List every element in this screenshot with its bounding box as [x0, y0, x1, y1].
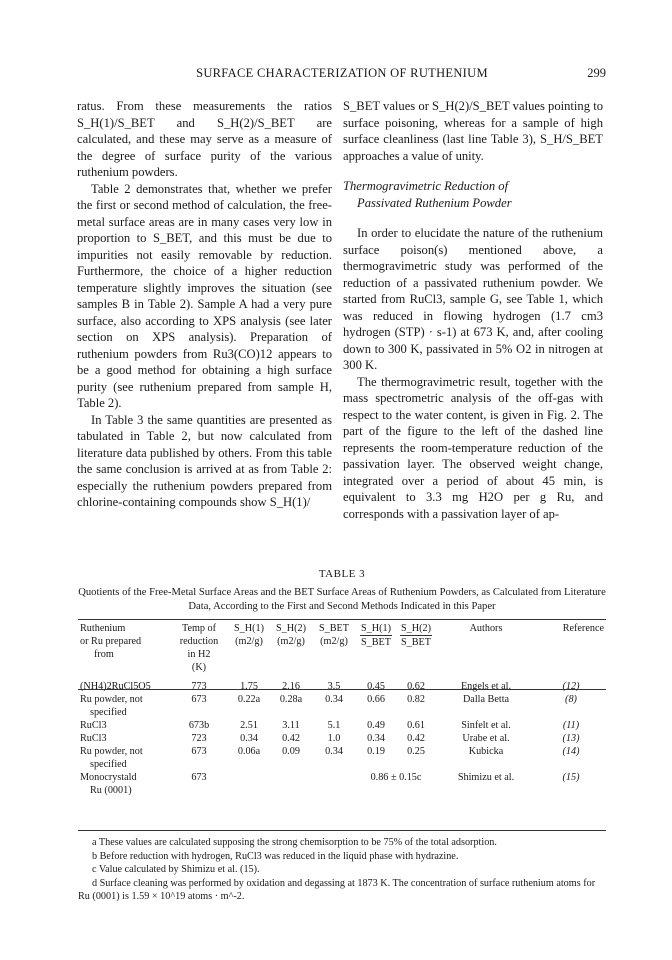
cell-reference: (15) [562, 772, 580, 783]
table-body [78, 680, 606, 797]
table-header-row [78, 620, 606, 680]
fraction-numerator: S_H(1) [361, 623, 391, 634]
cell-temp: 673 [191, 746, 207, 757]
header-text: reduction [179, 636, 219, 647]
col-header-reference: Reference [562, 623, 604, 634]
cell-ratio-2: 0.61 [407, 720, 425, 731]
cell-material [78, 680, 170, 693]
material-line-2: specified [90, 759, 127, 770]
left-column [77, 98, 332, 511]
material-line-1: (NH4)2RuCl5O5 [80, 681, 151, 692]
cell-sh1: 0.34 [240, 733, 258, 744]
cell-temp: 673b [188, 720, 210, 731]
cell-ratio-1: 0.86 ± 0.15c [370, 772, 422, 783]
table-row [78, 771, 606, 797]
cell-reference: (11) [562, 720, 580, 731]
table-row [78, 719, 606, 732]
cell-sh1 [228, 771, 270, 797]
cell-sh2: 0.28a [279, 694, 303, 705]
cell-sh2: 2.16 [282, 681, 300, 692]
col-header-sh1 [228, 620, 270, 680]
header-text: (m2/g) [277, 636, 305, 647]
header-text: in H2 [187, 649, 211, 660]
header-text: (K) [191, 662, 207, 673]
cell-reference: (13) [562, 733, 580, 744]
table-row [78, 732, 606, 745]
left-paragraph-1: ratus. From these measurements the ratios S_H(1)/S_BET and S_H(2)/S_BET are calculated, and these may serve as a measure of the degree of surface purity of the various ruthenium powders. [77, 99, 332, 179]
table-row [78, 680, 606, 693]
cell-temp: 773 [191, 681, 207, 692]
header-text: S_H(1) [234, 623, 264, 634]
right-column [343, 98, 603, 522]
material-line-1: Ru powder, not [80, 746, 143, 757]
col-header-ratio-2 [396, 620, 436, 680]
header-text: from [94, 649, 114, 660]
table-bottom-rule [78, 830, 606, 831]
cell-sh2: 0.09 [282, 746, 300, 757]
cell-sh1: 0.22a [237, 694, 261, 705]
col-header-temp [170, 620, 228, 680]
cell-temp: 723 [191, 733, 207, 744]
material-line-2: Ru (0001) [90, 785, 132, 796]
page-number: 299 [587, 66, 606, 80]
cell-ratio-2: 0.62 [407, 681, 425, 692]
cell-authors: Urabe et al. [462, 733, 510, 744]
material-line-1: RuCl3 [80, 720, 107, 731]
cell-reference: (14) [562, 746, 580, 757]
material-line-2: specified [90, 707, 127, 718]
cell-reference: (8) [565, 694, 577, 705]
table-row [78, 745, 606, 771]
cell-sbet: 3.5 [327, 681, 341, 692]
cell-sh2: 3.11 [282, 720, 300, 731]
cell-material [78, 771, 170, 797]
ratio-fraction [400, 622, 432, 649]
cell-sh1: 2.51 [240, 720, 258, 731]
cell-sbet: 1.0 [327, 733, 341, 744]
table-footnotes [78, 836, 606, 904]
cell-ratio-1: 0.66 [367, 694, 385, 705]
footnote-d: d Surface cleaning was performed by oxidation and degassing at 1873 K. The concentration of surface ruthenium atoms for Ru (0001) is 1.59 × 10^19 atoms · m^-2. [78, 877, 596, 902]
material-line-1: RuCl3 [80, 733, 107, 744]
cell-ratio-1: 0.45 [367, 681, 385, 692]
table-caption: Quotients of the Free-Metal Surface Areas and the BET Surface Areas of Ruthenium Powders, as Calculated from Literature Data, According to the First and Second Methods Indicated in this Paper [78, 587, 606, 612]
cell-sbet: 0.34 [325, 694, 343, 705]
col-header-sbet [312, 620, 356, 680]
subheading-line-1: Thermogravimetric Reduction of [343, 179, 509, 193]
material-line-1: Monocrystald [80, 772, 137, 783]
cell-ratio-1: 0.49 [367, 720, 385, 731]
cell-ratio-1: 0.19 [367, 746, 385, 757]
running-title: SURFACE CHARACTERIZATION OF RUTHENIUM [196, 66, 488, 80]
subheading-line-2: Passivated Ruthenium Powder [357, 195, 512, 210]
table-row [78, 693, 606, 719]
table-label: TABLE 3 [318, 568, 366, 580]
ratio-fraction [360, 622, 392, 649]
cell-material [78, 732, 170, 745]
section-subheading [343, 178, 603, 211]
cell-authors: Shimizu et al. [457, 772, 515, 783]
right-paragraph-3: The thermogravimetric result, together with the mass spectrometric analysis of the off-gas with respect to the water content, is given in Fig. 2. The part of the figure to the left of the dashed line represents the room-temperature reduction of the passivation layer. The observed weight change, integrated over a period of about 45 min, is equivalent to 3.3 mg H2O per g Ru, and corresponds with a passivation layer of ap- [343, 374, 603, 521]
header-text: S_BET [318, 623, 349, 634]
cell-authors: Sinfelt et al. [461, 720, 511, 731]
cell-ratio-2: 0.42 [407, 733, 425, 744]
header-text: (m2/g) [235, 636, 263, 647]
cell-material [78, 745, 170, 771]
cell-sh1: 0.06a [237, 746, 261, 757]
col-header-sh2 [270, 620, 312, 680]
cell-sbet: 0.34 [325, 746, 343, 757]
left-paragraph-3: In Table 3 the same quantities are presented as tabulated in Table 2, but now calculated from literature data published by others. From this table the same conclusion is arrived at as from Table 2: especially the ruthenium powders prepared from chlorine-containing compounds show S_H(1)/ [77, 412, 332, 509]
header-text: S_H(2) [276, 623, 306, 634]
footnote-a: a These values are calculated supposing the strong chemisorption to be 75% of the total adsorption. [92, 837, 497, 848]
material-line-1: Ru powder, not [80, 694, 143, 705]
col-header-ruthenium [78, 620, 170, 680]
header-text: or Ru prepared [80, 636, 142, 647]
col-header-ratio-1 [356, 620, 396, 680]
cell-temp: 673 [191, 772, 207, 783]
fraction-numerator: S_H(2) [401, 623, 431, 634]
cell-sbet [312, 771, 356, 797]
cell-sh2 [270, 771, 312, 797]
cell-authors: Dalla Betta [462, 694, 510, 705]
header-text: Ruthenium [80, 623, 126, 634]
cell-ratio-2: 0.82 [407, 694, 425, 705]
right-paragraph-2: In order to elucidate the nature of the ruthenium surface poison(s) mentioned above, a thermogravimetric study was performed of the reduction of a passivated ruthenium powder. We started from RuCl3, sample G, see Table 1, which was reduced in flowing hydrogen (1.7 cm3 hydrogen (STP) · s-1) at 673 K, and, after cooling down to 300 K, passivated in 5% O2 in nitrogen at 300 K. [343, 226, 603, 372]
cell-sh1: 1.75 [240, 681, 258, 692]
fraction-denominator: S_BET [360, 637, 391, 648]
footnote-b: b Before reduction with hydrogen, RuCl3 was reduced in the liquid phase with hydrazine. [92, 850, 459, 862]
col-header-authors: Authors [469, 623, 503, 634]
cell-authors: Kubicka [468, 746, 504, 757]
cell-reference: (12) [562, 681, 580, 692]
left-paragraph-2: Table 2 demonstrates that, whether we prefer the first or second method of calculation, the free-metal surface areas are in many cases very low in proportion to S_BET, and this must be due to impurities not easily removable by reduction. Furthermore, the choice of a higher reduction temperature slightly improves the situation (see samples B in Table 2). Sample A had a very pure surface, also according to XPS analysis (see later section on XPS analysis). Preparation of ruthenium powders from Ru3(CO)12 appears to be a good method for obtaining a high surface purity (see ruthenium prepared from sample H, Table 2). [77, 181, 332, 410]
cell-sbet: 5.1 [327, 720, 341, 731]
header-text: Temp of [181, 623, 217, 634]
cell-temp: 673 [191, 694, 207, 705]
fraction-denominator: S_BET [400, 637, 431, 648]
cell-ratio-2: 0.25 [407, 746, 425, 757]
cell-ratio-1: 0.34 [367, 733, 385, 744]
right-paragraph-1: S_BET values or S_H(2)/S_BET values pointing to surface poisoning, whereas for a sample of high surface cleanliness (last line Table 3), S_H/S_BET approaches a value of unity. [343, 99, 603, 163]
cell-material [78, 719, 170, 732]
running-header [78, 66, 606, 82]
cell-material [78, 693, 170, 719]
table-header-rule [78, 689, 606, 690]
footnote-c: c Value calculated by Shimizu et al. (15). [92, 864, 260, 875]
cell-authors: Engels et al. [460, 681, 512, 692]
data-table [78, 620, 606, 797]
cell-sh2: 0.42 [282, 733, 300, 744]
header-text: (m2/g) [320, 636, 348, 647]
